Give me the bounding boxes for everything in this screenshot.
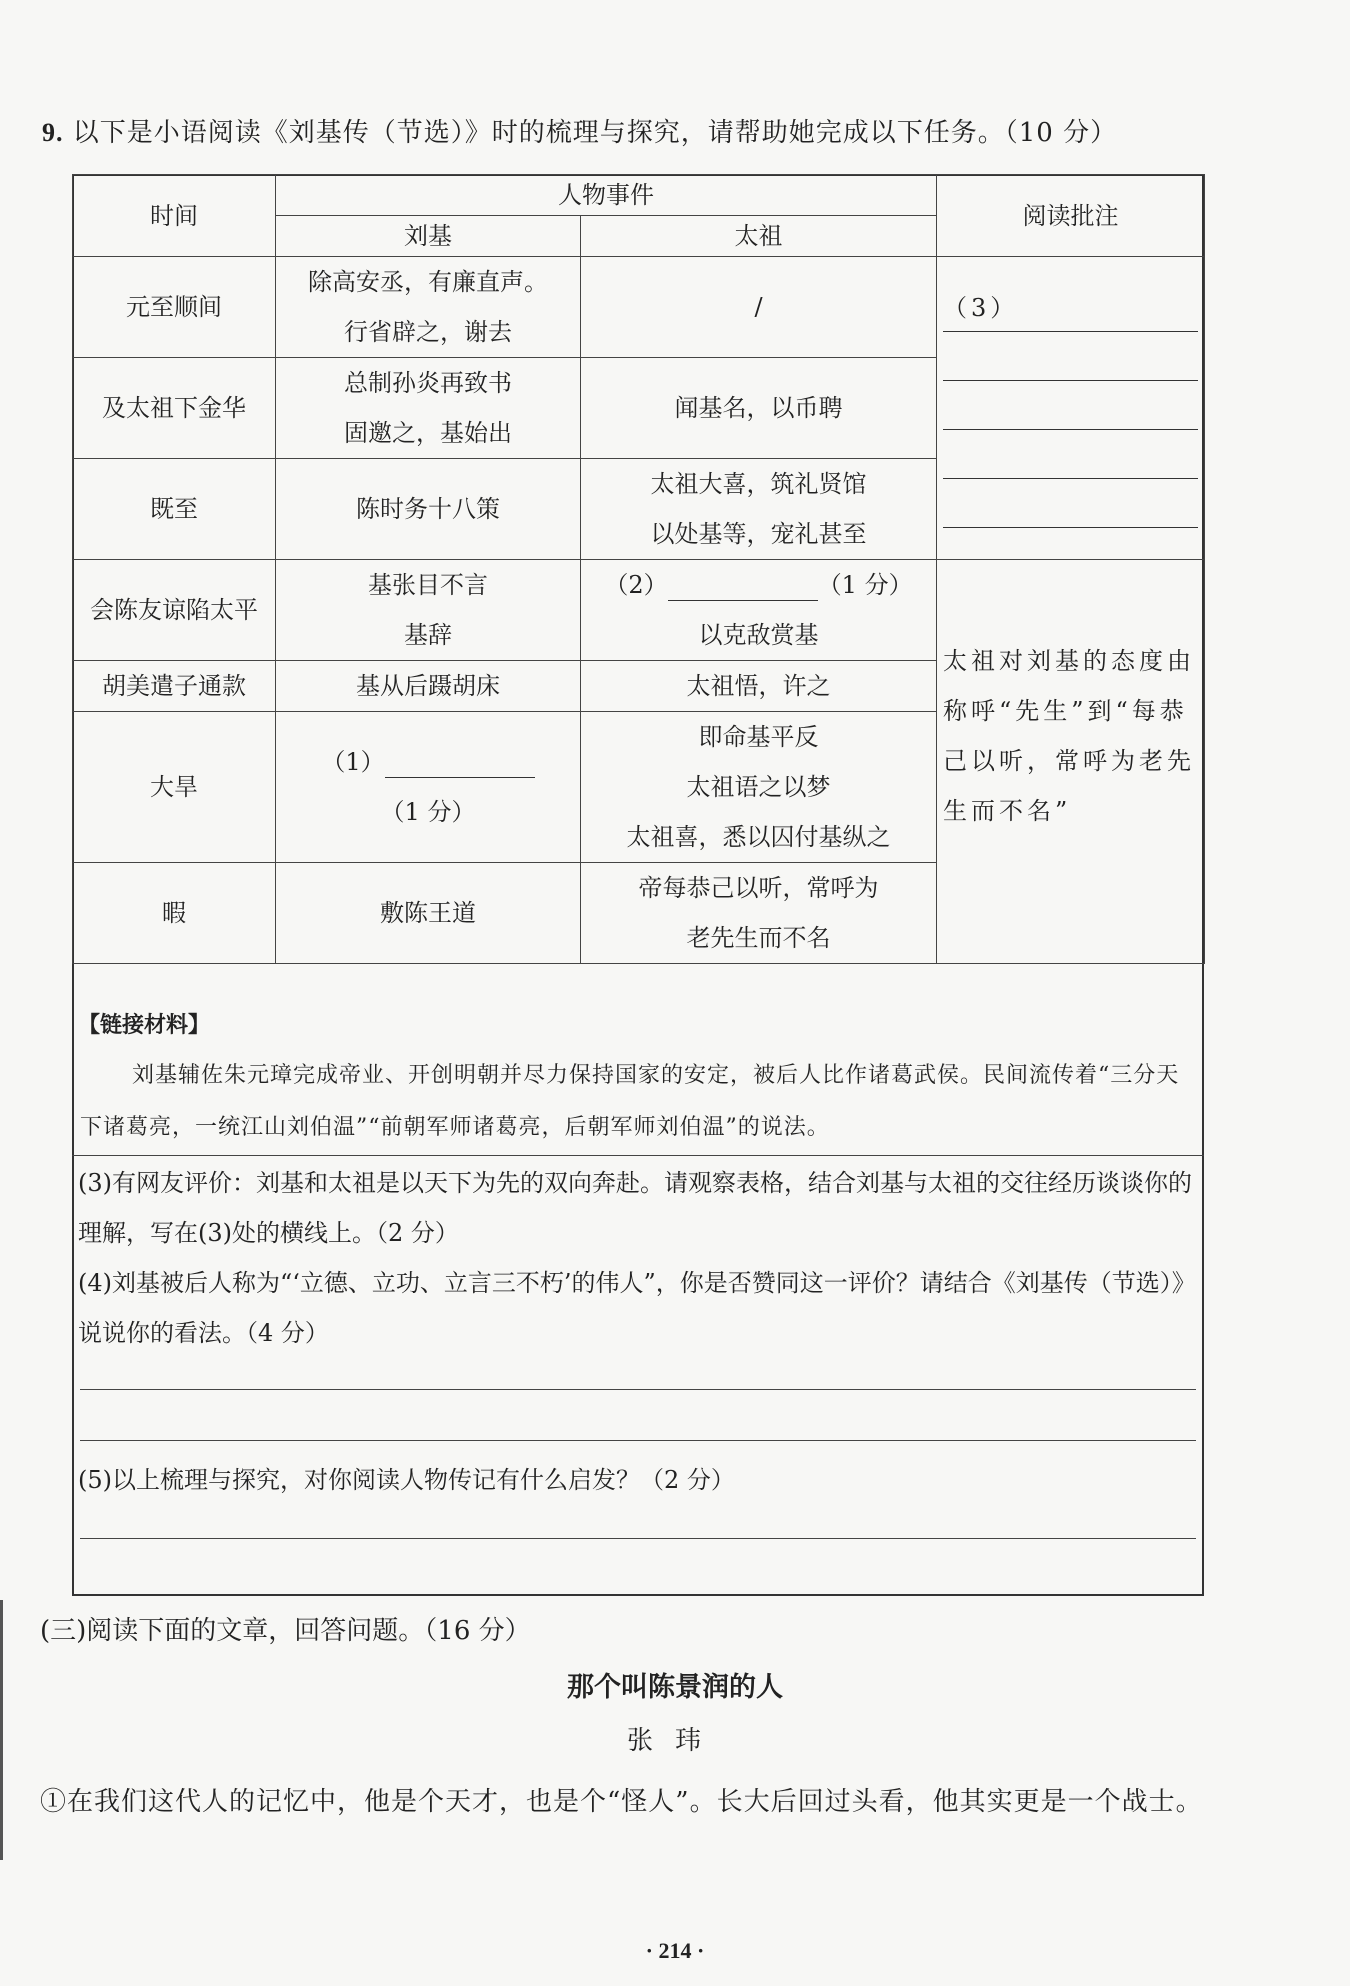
row-taizu bbox=[581, 712, 937, 863]
taizu-line: 以处基等，宠礼甚至 bbox=[650, 520, 867, 548]
taizu-line: 即命基平反 bbox=[698, 723, 819, 751]
answer-line[interactable] bbox=[80, 1440, 1196, 1441]
section-3-heading: (三)阅读下面的文章，回答问题。（16 分） bbox=[40, 1616, 531, 1646]
blank-2-score: （1 分） bbox=[817, 571, 913, 599]
row-taizu: / bbox=[581, 257, 937, 358]
question-text: 以下是小语阅读《刘基传（节选）》时的梳理与探究，请帮助她完成以下任务。（10 分） bbox=[72, 118, 1118, 148]
row-liuji bbox=[276, 560, 581, 661]
header-notes: 阅读批注 bbox=[937, 175, 1205, 257]
row-time: 会陈友谅陷太平 bbox=[73, 560, 276, 661]
row-liuji bbox=[276, 712, 581, 863]
answer-line[interactable] bbox=[80, 1389, 1196, 1390]
row-time: 既至 bbox=[73, 459, 276, 560]
liuji-line: 总制孙炎再致书 bbox=[344, 369, 512, 397]
taizu-line: 太祖喜，悉以囚付基纵之 bbox=[626, 823, 891, 851]
sub-question-4: (4)刘基被后人称为“‘立德、立功、立言三不朽’的伟人”，你是否赞同这一评价？请结合《刘基传（节选）》说说你的看法。（4 分） bbox=[78, 1269, 1196, 1347]
taizu-line: 帝每恭己以听，常呼为 bbox=[638, 874, 879, 902]
divider bbox=[72, 1155, 1204, 1156]
header-events: 人物事件 bbox=[276, 175, 937, 216]
note-3-label: （3） bbox=[943, 294, 1019, 322]
header-time: 时间 bbox=[73, 175, 276, 257]
blank-2-label: （2） bbox=[604, 571, 668, 599]
link-material-body: 刘基辅佐朱元璋完成帝业、开创明朝并尽力保持国家的安定，被后人比作诸葛武侯。民间流传着“三分天下诸葛亮，一统江山刘伯温”“前朝军师诸葛亮，后朝军师刘伯温”的说法。 bbox=[80, 1063, 1180, 1140]
table-row bbox=[73, 560, 1205, 661]
reading-table bbox=[72, 174, 1205, 964]
page-number: · 214 · bbox=[645, 1938, 705, 1963]
sub-question-5: (5)以上梳理与探究，对你阅读人物传记有什么启发？（2 分） bbox=[78, 1466, 735, 1494]
row-taizu: 闻基名，以币聘 bbox=[581, 358, 937, 459]
row-taizu bbox=[581, 459, 937, 560]
answer-line[interactable] bbox=[80, 1538, 1196, 1539]
row-taizu bbox=[581, 863, 937, 964]
table-row bbox=[73, 257, 1205, 358]
answer-line[interactable] bbox=[943, 381, 1198, 430]
taizu-line: 以克敌赏基 bbox=[698, 621, 819, 649]
blank-1-label: （1） bbox=[321, 748, 385, 776]
article-paragraph-1: ①在我们这代人的记忆中，他是个天才，也是个“怪人”。长大后回过头看，他其实更是一个战士。 bbox=[40, 1787, 1203, 1817]
answer-line[interactable] bbox=[943, 479, 1198, 528]
row-time: 及太祖下金华 bbox=[73, 358, 276, 459]
row-taizu: 太祖悟，许之 bbox=[581, 661, 937, 712]
article-author: 张玮 bbox=[626, 1726, 723, 1756]
row-time: 暇 bbox=[73, 863, 276, 964]
article-title: 那个叫陈景润的人 bbox=[567, 1672, 783, 1703]
note-3-cell[interactable] bbox=[937, 257, 1205, 560]
liuji-line: 除高安丞，有廉直声。 bbox=[308, 268, 548, 296]
note-text: 太祖对刘基的态度由称呼“先生”到“每恭己以听，常呼为老先生而不名” bbox=[943, 647, 1195, 825]
liuji-line: 行省辟之，谢去 bbox=[344, 318, 512, 346]
liuji-line: 固邀之，基始出 bbox=[344, 419, 512, 447]
liuji-line: 基张目不言 bbox=[368, 571, 488, 599]
blank-1-field[interactable] bbox=[385, 749, 535, 778]
row-time: 元至顺间 bbox=[73, 257, 276, 358]
row-time: 胡美遣子通款 bbox=[73, 661, 276, 712]
link-material-title: 【链接材料】 bbox=[78, 1013, 211, 1038]
taizu-line: 太祖语之以梦 bbox=[686, 773, 831, 801]
row-liuji: 陈时务十八策 bbox=[276, 459, 581, 560]
blank-1-score: （1 分） bbox=[380, 798, 476, 826]
row-liuji bbox=[276, 257, 581, 358]
answer-line[interactable] bbox=[943, 332, 1198, 381]
sub-question-3: (3)有网友评价：刘基和太祖是以天下为先的双向奔赴。请观察表格，结合刘基与太祖的交往经历谈谈你的理解，写在(3)处的横线上。（2 分） bbox=[78, 1169, 1192, 1247]
answer-line[interactable] bbox=[943, 430, 1198, 479]
blank-2-line bbox=[581, 560, 936, 610]
row-liuji: 基从后蹑胡床 bbox=[276, 661, 581, 712]
header-taizu: 太祖 bbox=[581, 216, 937, 257]
question-9-title bbox=[42, 112, 1117, 149]
row-taizu bbox=[581, 560, 937, 661]
note-cell bbox=[937, 560, 1205, 964]
taizu-line: 太祖大喜，筑礼贤馆 bbox=[650, 470, 867, 498]
header-liuji: 刘基 bbox=[276, 216, 581, 257]
liuji-line: 基辞 bbox=[404, 621, 452, 649]
row-time: 大旱 bbox=[73, 712, 276, 863]
blank-2-field[interactable] bbox=[668, 572, 818, 601]
row-liuji bbox=[276, 358, 581, 459]
taizu-line: 老先生而不名 bbox=[686, 924, 831, 952]
row-liuji: 敷陈王道 bbox=[276, 863, 581, 964]
question-number: 9. bbox=[42, 118, 64, 147]
